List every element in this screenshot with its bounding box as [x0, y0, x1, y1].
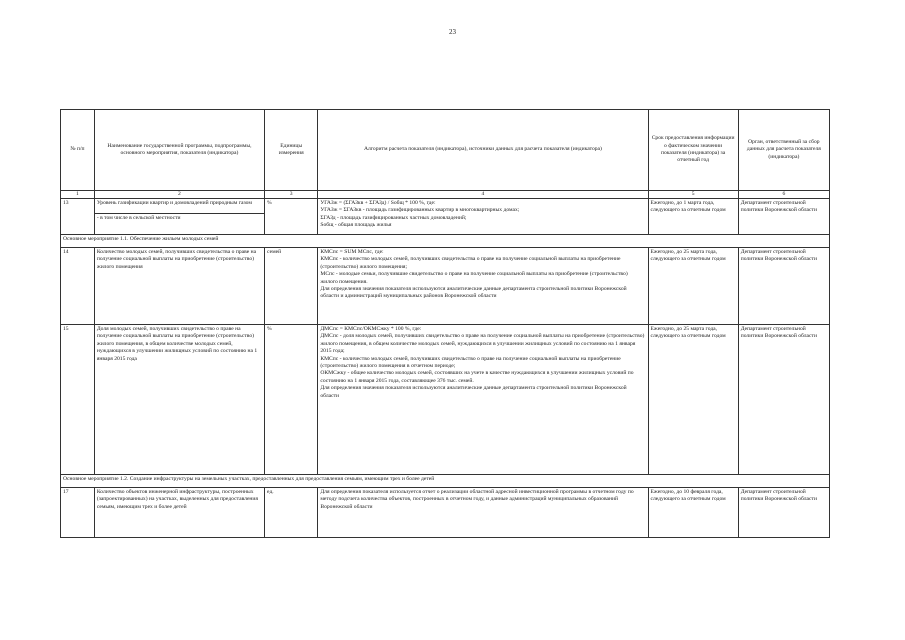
section-row: [61, 475, 830, 488]
column-number: 4: [318, 191, 648, 199]
indicator-subitem: - в том числе в сельской местности: [95, 213, 264, 222]
indicator-name: Количество объектов инженерной инфраструктуры, построенных (запроектированных) на участках, выделенных для предоставления семьям, имеющим трех и более детей: [94, 488, 264, 538]
header-deadline: Срок предоставления информации о фактическом значении показателя (индикатора) за отчетный год: [648, 110, 738, 191]
table-row: [61, 488, 830, 538]
unit-cell: %: [265, 325, 318, 475]
row-number: 17: [61, 488, 95, 538]
algorithm-line: ДМСпс - доля молодых семей, получивших свидетельство о праве на получение социальной выплаты на приобретение (строительство) жилого помещения, в общем количестве молодых семей, нуждающихся в улучшении жилищных условий по состоянию на 1 января 2015 года;: [320, 333, 645, 355]
column-number: 2: [94, 191, 264, 199]
algorithm-line: МСпс - молодые семьи, получившие свидетельство о праве на получение социальной выплаты на приобретение (строительство) жилого помещения.: [320, 271, 628, 285]
unit-cell: семей: [265, 248, 318, 325]
indicator-name: Доля молодых семей, получивших свидетельство о праве на получение социальной выплаты на приобретение (строительство) жилого помещения, в общем количестве молодых семей, нуждающихся в улучшении жилищных условий по состоянию на 1 января 2015 года: [94, 325, 264, 475]
algorithm-line: КМСпс - количество молодых семей, получивших свидетельство о праве на получение социальной выплаты на приобретение (строительство) жилого помещения в отчетном периоде;: [320, 355, 621, 370]
table-row: [61, 199, 830, 235]
algorithm-cell: [318, 488, 648, 538]
column-number: 5: [648, 191, 738, 199]
header-organ: Орган, ответственный за сбор данных для расчета показателя (индикатора): [738, 110, 829, 191]
algorithm-line: КМСпс = SUM МСпс, где:: [320, 249, 384, 255]
algorithm-line: ДМСпс = КМСпс/ОКМСжку * 100 %, где:: [320, 326, 422, 332]
table-row: [61, 248, 830, 325]
section-title: Основное мероприятие 1.1. Обеспечение жильем молодых семей: [61, 235, 830, 248]
algorithm-line: Для определения показателя используется отчет о реализации областной адресной инвестиционной программы в отчетном году по методу подсчета количества объектов, построенных в отчетном году, и данные администраций муниципальных образований Воронежской области: [320, 489, 634, 510]
algorithm-line: ОКМСжку - общее количество молодых семей, состоявших на учете в качестве нуждающихся в улучшении жилищных условий по состоянию на 1 января 2015 года, составляющее 376 тыс. семей.: [320, 370, 634, 384]
column-number: 3: [265, 191, 318, 199]
deadline-cell: Ежегодно, до 25 марта года, следующего за отчетным годом: [648, 248, 738, 325]
indicator-name: Количество молодых семей, получивших свидетельства о праве на получение социальной выплаты на приобретение (строительство) жилого помещения: [94, 248, 264, 325]
algorithm-line: УГАЗж = ΣГАЗкв - площадь газифицированных квартир в многоквартирных домах;: [320, 207, 520, 214]
row-number: 15: [61, 325, 95, 475]
organ-cell: Департамент строительной политики Воронежской области: [738, 325, 829, 475]
section-title: Основное мероприятие 1.2. Создание инфраструктуры на земельных участках, предоставленных для предоставления семьям, имеющим трех и более детей: [61, 475, 830, 488]
row-number: 13: [61, 199, 95, 235]
algorithm-cell: [318, 248, 648, 325]
algorithm-cell: [318, 199, 648, 235]
section-row: [61, 235, 830, 248]
indicator-name-text: Уровень газификации квартир и домовладений природным газом: [96, 200, 252, 206]
header-algorithm: Алгоритм расчета показателя (индикатора), источники данных для расчета показателя (индикатора): [318, 110, 648, 191]
organ-cell: Департамент строительной политики Воронежской области: [738, 248, 829, 325]
table-header-row: [61, 110, 830, 191]
indicator-name: [94, 199, 264, 235]
unit-cell: %: [265, 199, 318, 235]
header-number: № п/п: [61, 110, 95, 191]
organ-cell: Департамент строительной политики Воронежской области: [738, 488, 829, 538]
algorithm-line: Sобщ - общая площадь жилья: [320, 222, 392, 229]
deadline-cell: Ежегодно, до 25 марта года, следующего за отчетным годом: [648, 325, 738, 475]
algorithm-line: Для определения значения показателя используются аналитические данные департамента строительной политики Воронежской области и администраций муниципальных районов Воронежской области: [320, 286, 627, 300]
unit-cell: ед.: [265, 488, 318, 538]
algorithm-line: КМСпс - количество молодых семей, получивших свидетельства о праве на получение социальной выплаты на приобретение (строительство) жилого помещения;: [320, 256, 621, 270]
indicators-table: [60, 109, 830, 538]
deadline-cell: Ежегодно, до 10 февраля года, следующего за отчетным годом: [648, 488, 738, 538]
algorithm-cell: [318, 325, 648, 475]
header-name: Наименование государственной программы, подпрограммы, основного мероприятия, показателя (индикатора): [94, 110, 264, 191]
deadline-cell: Ежегодно, до 1 марта года, следующего за отчетным годом: [648, 199, 738, 235]
algorithm-line: Для определения значения показателя используются аналитические данные департамента строительной политики Воронежской области: [320, 385, 627, 399]
organ-cell: Департамент строительной политики Воронежской области: [738, 199, 829, 235]
column-numbers-row: [61, 191, 830, 199]
table-row: [61, 325, 830, 475]
algorithm-line: УГАЗж = (ΣГАЗкв + ΣГАЗд) / Sобщ * 100 %, где:: [320, 200, 436, 206]
row-number: 14: [61, 248, 95, 325]
column-number: 1: [61, 191, 95, 199]
column-number: 6: [738, 191, 829, 199]
header-unit: Единицы измерения: [265, 110, 318, 191]
page-number: 23: [449, 28, 456, 36]
algorithm-line: ΣГАЗд - площадь газифицированных частных домовладений;: [320, 214, 467, 221]
